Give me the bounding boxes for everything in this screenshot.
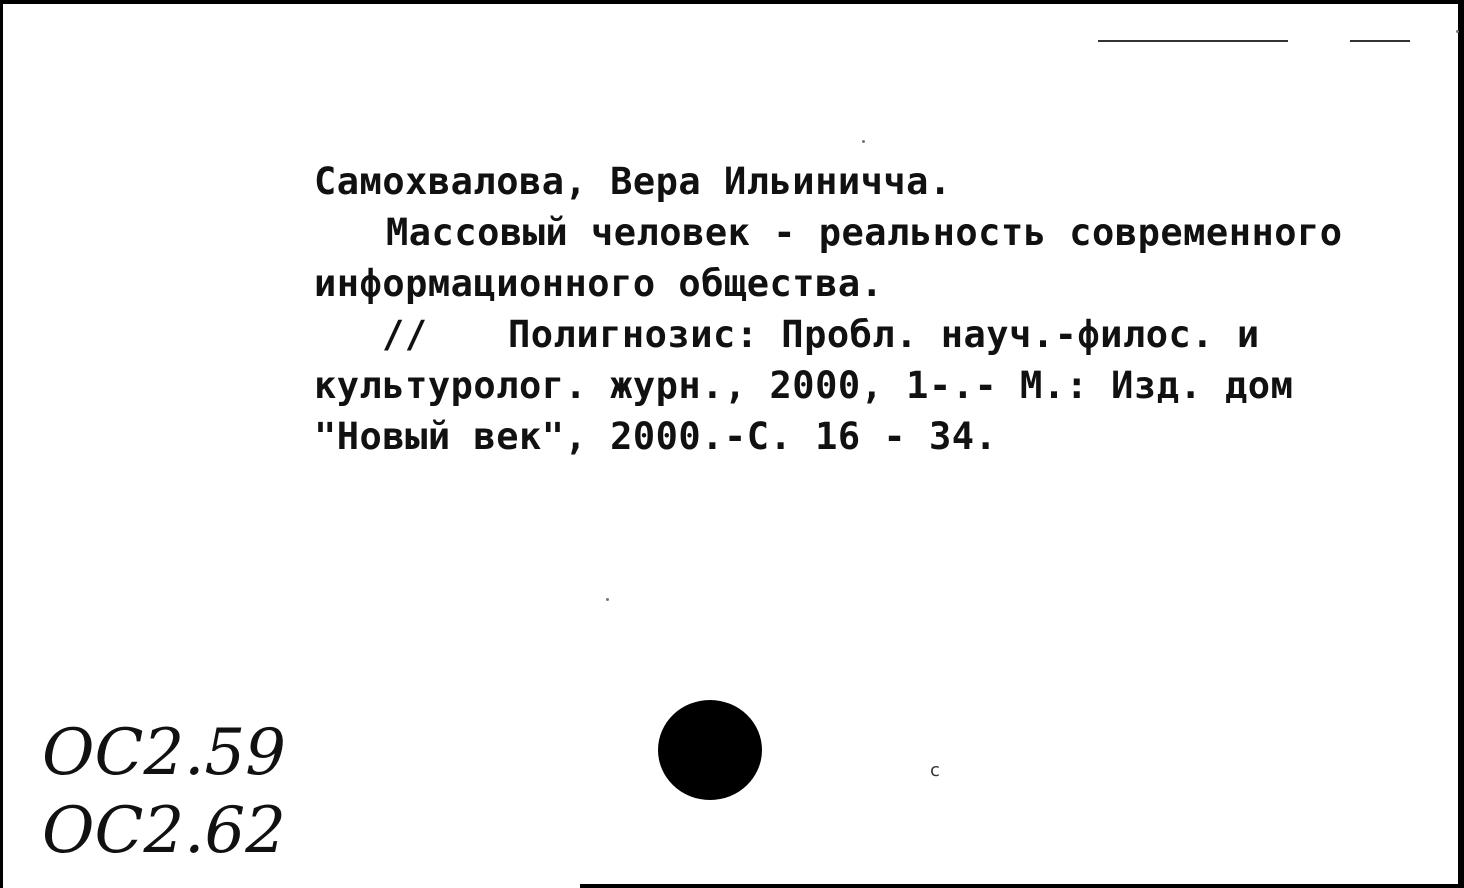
title-line-2: информационного общества.	[314, 262, 884, 305]
title-line-1: Массовый человек - реальность современного	[386, 211, 1343, 254]
source-line-1-prefix: //	[382, 313, 428, 356]
author-heading: Самохвалова, Вера Ильиничча.	[314, 160, 952, 203]
card-bottom-edge	[580, 884, 1464, 888]
scan-artifact-line	[1350, 40, 1410, 42]
speck	[862, 140, 865, 143]
punch-hole	[658, 700, 762, 800]
speck	[606, 598, 609, 601]
scan-artifact-line	[1098, 40, 1288, 42]
stray-mark: с	[930, 760, 940, 781]
shelf-mark-1: ОС2.59	[42, 716, 286, 790]
speck	[1456, 30, 1459, 33]
card-right-edge	[1458, 0, 1464, 888]
source-line-2: культуролог. журн., 2000, 1-.- М.: Изд. дом	[314, 364, 1294, 407]
card-top-edge	[0, 0, 1464, 4]
source-line-1: Полигнозис: Пробл. науч.-филос. и	[508, 313, 1260, 356]
source-line-3: "Новый век", 2000.-С. 16 - 34.	[314, 415, 998, 458]
shelf-mark-2: ОС2.62	[42, 794, 286, 868]
card-left-edge	[0, 0, 3, 888]
